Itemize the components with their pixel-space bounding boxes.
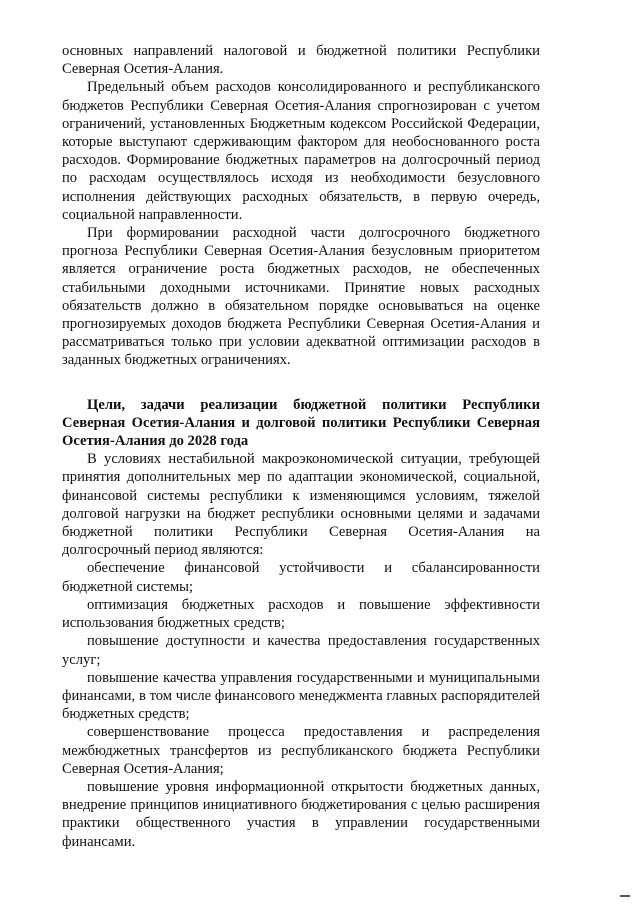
list-item-financial-stability: обеспечение финансовой устойчивости и сбалансированности бюджетной системы;: [62, 560, 540, 595]
list-item-service-quality: повышение доступности и качества предоставления государственных услуг;: [62, 633, 540, 668]
list-item-budget-transparency: повышение уровня информационной открытости бюджетных данных, внедрение принципов инициативного бюджетирования с целью расширения практики общественного участия в управлении государственными финансами.: [62, 778, 540, 850]
scan-corner-mark: [620, 895, 630, 897]
list-item-interbudget-transfers: совершенствование процесса предоставления и распределения межбюджетных трансфертов из республиканского бюджета Республики Северная Осетия-Алания;: [62, 724, 540, 777]
list-item-expense-optimization: оптимизация бюджетных расходов и повышение эффективности использования бюджетных средств;: [62, 596, 540, 632]
paragraph-budget-limit: Предельный объем расходов консолидированного и республиканского бюджетов Республики Северная Осетия-Алания спрогнозирован с учетом ограничений, установленных Бюджетным кодексом Российской Федерации, которые выступают сдерживающим фактором для необоснованного роста расходов. Формирование бюджетных параметров на долгосрочный период по расходам осуществлялось исходя из необходимости безусловного исполнения действующих расходных обязательств, в первую очередь, социальной направленности.: [62, 79, 540, 223]
section-spacer: [62, 370, 540, 396]
list-item-finance-management: повышение качества управления государственными и муниципальными финансами, в том числе финансового менеджмента главных распорядителей бюджетных средств;: [62, 669, 540, 723]
paragraph-goals-intro: В условиях нестабильной макроэкономической ситуации, требующей принятия дополнительных мер по адаптации экономической, социальной, финансовой системы республики к изменяющимся условиям, тяжелой долговой нагрузки на бюджет республики основными целями и задачами бюджетной политики Республики Северная Осетия-Алания на долгосрочный период являются:: [62, 451, 540, 559]
paragraph-expense-priority: При формировании расходной части долгосрочного бюджетного прогноза Республики Северная Осетия-Алания безусловным приоритетом является ограничение роста бюджетных расходов, не обеспеченных стабильными доходными источниками. Принятие новых расходных обязательств должно в обязательном порядке основываться на оценке прогнозируемых доходов бюджета Республики Северная Осетия-Алания и рассматриваться только при условии адекватной оптимизации расходов в заданных бюджетных ограничениях.: [62, 225, 540, 369]
section-heading: Цели, задачи реализации бюджетной политики Республики Северная Осетия-Алания и долговой политики Республики Северная Осетия-Алания до 2028 года: [62, 396, 540, 450]
paragraph-intro-tail: основных направлений налоговой и бюджетной политики Республики Северная Осетия-Алания.: [62, 43, 540, 78]
document-page: [62, 42, 540, 851]
